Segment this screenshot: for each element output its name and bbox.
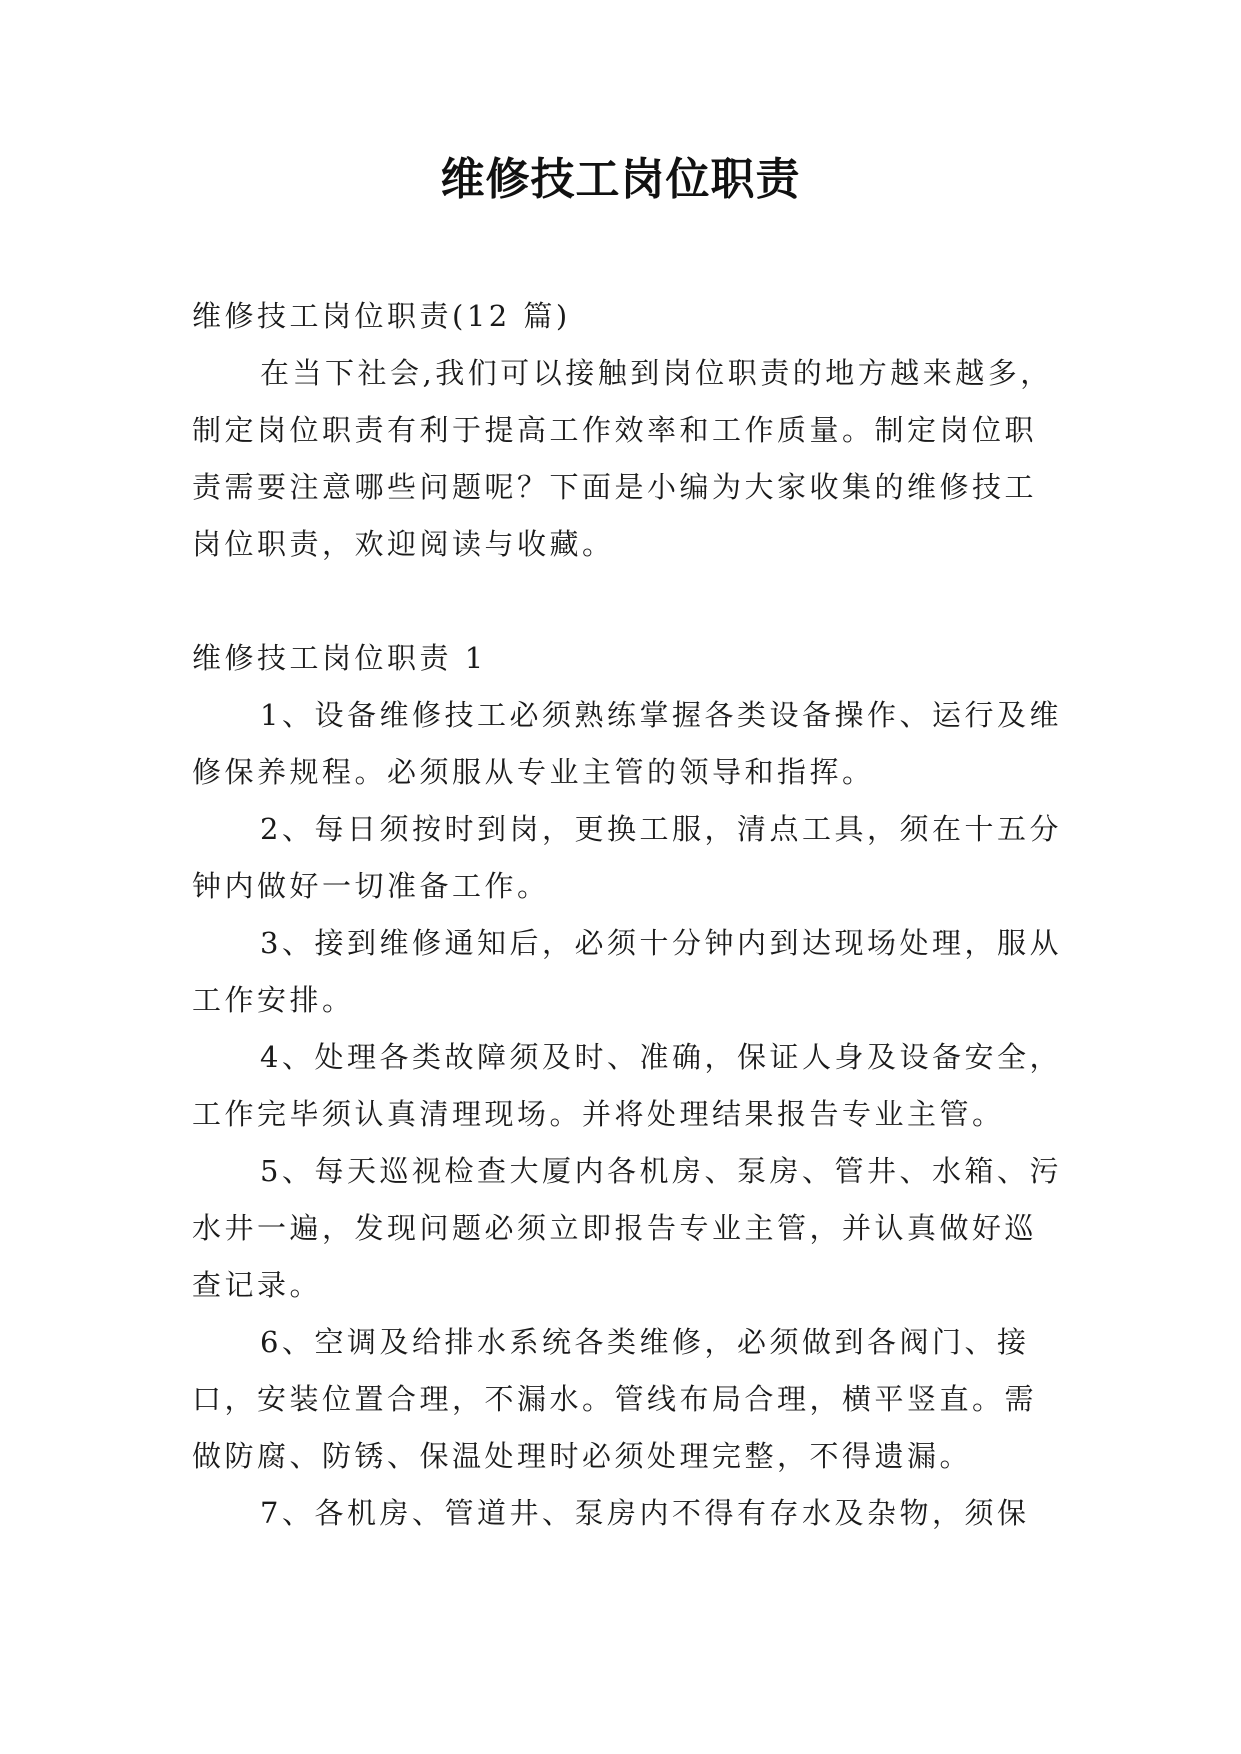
document-body	[192, 288, 1062, 1542]
duty-item-1: 1、设备维修技工必须熟练掌握各类设备操作、运行及维修保养规程。必须服从专业主管的领导和指挥。	[192, 698, 1062, 789]
duty-item-7: 7、各机房、管道井、泵房内不得有存水及杂物，须保	[260, 1496, 1030, 1530]
duty-item-6: 6、空调及给排水系统各类维修，必须做到各阀门、接口，安装位置合理，不漏水。管线布局合理，横平竖直。需做防腐、防锈、保温处理时必须处理完整，不得遗漏。	[192, 1325, 1038, 1473]
duty-item-3: 3、接到维修通知后，必须十分钟内到达现场处理，服从工作安排。	[192, 926, 1062, 1017]
duty-item-5: 5、每天巡视检查大厦内各机房、泵房、管井、水箱、污水井一遍，发现问题必须立即报告专业主管，并认真做好巡查记录。	[192, 1154, 1062, 1302]
document-subtitle: 维修技工岗位职责(12 篇)	[192, 299, 571, 333]
section-heading: 维修技工岗位职责 1	[192, 641, 487, 675]
document-title: 维修技工岗位职责	[440, 154, 801, 205]
intro-paragraph: 在当下社会,我们可以接触到岗位职责的地方越来越多，制定岗位职责有利于提高工作效率和工作质量。制定岗位职责需要注意哪些问题呢？下面是小编为大家收集的维修技工岗位职责，欢迎阅读与收藏。	[192, 356, 1053, 561]
duty-item-4: 4、处理各类故障须及时、准确，保证人身及设备安全，工作完毕须认真清理现场。并将处理结果报告专业主管。	[192, 1040, 1062, 1131]
duty-item-2: 2、每日须按时到岗，更换工服，清点工具，须在十五分钟内做好一切准备工作。	[192, 812, 1062, 903]
paragraph-spacer	[192, 573, 1062, 630]
